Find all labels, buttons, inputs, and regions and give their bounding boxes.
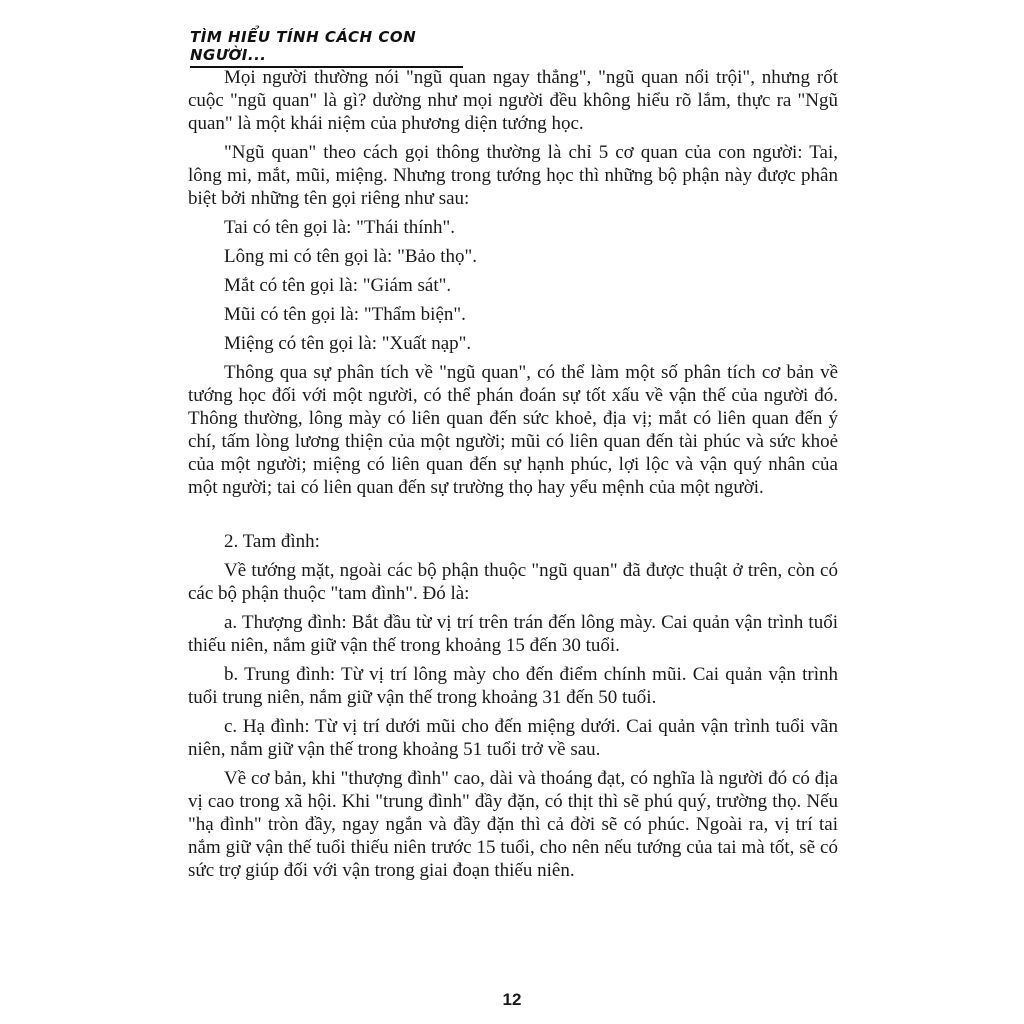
page-body [188,66,838,888]
list-item: Mắt có tên gọi là: "Giám sát". [224,275,452,296]
page-number: 12 [502,990,522,1009]
paragraph: "Ngũ quan" theo cách gọi thông thường là chỉ 5 cơ quan của con người: Tai, lông mi, mắt, mũi, miệng. Nhưng trong tướng học thì những bộ phận này được phân biệt bởi những tên gọi riêng như sau: [188,142,838,209]
running-header: TÌM HIỂU TÍNH CÁCH CON NGƯỜI... [190,28,463,68]
paragraph: b. Trung đình: Từ vị trí lông mày cho đến điểm chính mũi. Cai quản vận trình tuổi trung niên, nắm giữ vận thế trong khoảng 31 đến 50 tuổi. [188,664,838,708]
paragraph: Mọi người thường nói "ngũ quan ngay thẳng", "ngũ quan nổi trội", nhưng rốt cuộc "ngũ quan" là gì? dường như mọi người đều không hiểu rõ lắm, thực ra "Ngũ quan" là một khái niệm của phương diện tướng học. [188,67,838,134]
paragraph: Về cơ bản, khi "thượng đình" cao, dài và thoáng đạt, có nghĩa là người đó có địa vị cao trong xã hội. Khi "trung đình" đầy đặn, có thịt thì sẽ phú quý, trường thọ. Nếu "hạ đình" tròn đầy, ngay ngắn và đầy đặn thì cả đời sẽ có phúc. Ngoài ra, vị trí tai nắm giữ vận thế tuổi thiếu niên trước 15 tuổi, cho nên nếu tướng của tai mà tốt, sẽ có sức trợ giúp đối với vận trong giai đoạn thiếu niên. [188,768,838,881]
list-item: Miệng có tên gọi là: "Xuất nạp". [224,333,472,354]
paragraph: Về tướng mặt, ngoài các bộ phận thuộc "ngũ quan" đã được thuật ở trên, còn có các bộ phận thuộc "tam đình". Đó là: [188,560,838,604]
paragraph: Thông qua sự phân tích về "ngũ quan", có thể làm một số phân tích cơ bản về tướng học đối với một người, có thể phán đoán sự tốt xấu về vận thế của người đó. Thông thường, lông mày có liên quan đến sức khoẻ, địa vị; mắt có liên quan đến ý chí, tấm lòng lương thiện của một người; mũi có liên quan đến tài phúc và sức khoẻ của một người; miệng có liên quan đến sự hạnh phúc, lợi lộc và vận quý nhân của một người; tai có liên quan đến sự trường thọ hay yểu mệnh của một người. [188,362,838,498]
paragraph: a. Thượng đình: Bắt đầu từ vị trí trên trán đến lông mày. Cai quản vận trình tuổi thiếu niên, nắm giữ vận thế trong khoảng 15 đến 30 tuổi. [188,612,838,656]
paragraph: c. Hạ đình: Từ vị trí dưới mũi cho đến miệng dưới. Cai quản vận trình tuổi vãn niên, nắm giữ vận thế trong khoảng 51 tuổi trở về sau. [188,716,838,760]
section-heading: 2. Tam đình: [224,531,320,552]
list-item: Tai có tên gọi là: "Thái thính". [224,217,456,238]
list-item: Mũi có tên gọi là: "Thẩm biện". [224,304,466,325]
list-item: Lông mi có tên gọi là: "Bảo thọ". [224,246,477,267]
